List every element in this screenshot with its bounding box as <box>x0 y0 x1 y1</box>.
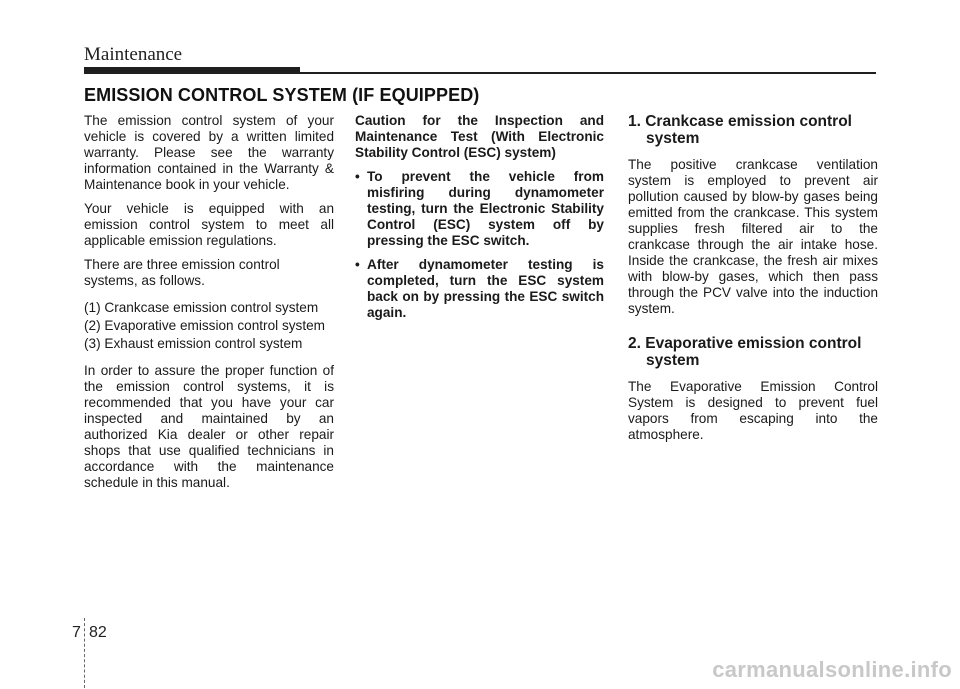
evaporative-paragraph: The Evaporative Emission Control System is designed to prevent fuel vapors from escaping into the atmosphere. <box>628 379 878 442</box>
caution-bullet-text: To prevent the vehicle from misfiring during dynamometer testing, turn the Electronic Stability Control (ESC) system off by pressing the ESC switch. <box>367 169 604 248</box>
system-list-item: (3) Exhaust emission control system <box>84 336 303 351</box>
watermark: carmanualsonline.info <box>712 657 952 682</box>
bullet-icon: • <box>355 169 360 184</box>
crankcase-paragraph: The positive crankcase ventilation system is employed to prevent air pollution caused by blow-by gases being emitted from the crankcase. This system supplies fresh filtered air to the crankcase through the air intake hose. Inside the crankcase, the fresh air mixes with blow-by gases, which then pass through the PCV valve into the induction system. <box>628 157 878 316</box>
page-number: 82 <box>89 624 107 641</box>
caution-bullet <box>355 169 604 249</box>
caution-bullet <box>355 257 604 321</box>
page-divider <box>84 618 85 688</box>
intro-paragraph-4: In order to assure the proper function of the emission control systems, it is recommended that you have your car inspected and maintained by an authorized Kia dealer or other repair shops that use qualified technicians in accordance with the maintenance schedule in this manual. <box>84 363 334 490</box>
evaporative-heading: 2. Evaporative emission control system <box>628 335 862 369</box>
system-list-item: (2) Evaporative emission control system <box>84 318 325 333</box>
caution-bullet-text: After dynamometer testing is completed, turn the ESC system back on by pressing the ESC switch again. <box>367 257 604 320</box>
caution-title: Caution for the Inspection and Maintenance Test (With Electronic Stability Control (ESC) system) <box>355 113 604 160</box>
column-caution <box>355 113 604 329</box>
column-intro <box>84 113 334 499</box>
intro-paragraph-2: Your vehicle is equipped with an emission control system to meet all applicable emission regulations. <box>84 201 334 248</box>
section-title: EMISSION CONTROL SYSTEM (IF EQUIPPED) <box>84 85 480 105</box>
header-title: Maintenance <box>84 44 183 65</box>
crankcase-heading: 1. Crankcase emission control system <box>628 113 852 147</box>
column-systems <box>628 113 878 451</box>
chapter-number: 7 <box>72 624 81 641</box>
system-list-item: (1) Crankcase emission control system <box>84 300 319 315</box>
header-bar <box>84 67 300 74</box>
bullet-icon: • <box>355 257 360 272</box>
header-rule <box>300 72 876 74</box>
intro-paragraph-3: There are three emission control systems, as follows. <box>84 257 280 288</box>
intro-paragraph-1: The emission control system of your vehicle is covered by a written limited warranty. Please see the warranty information contained in the Warranty & Maintenance book in your vehicle. <box>84 113 334 192</box>
